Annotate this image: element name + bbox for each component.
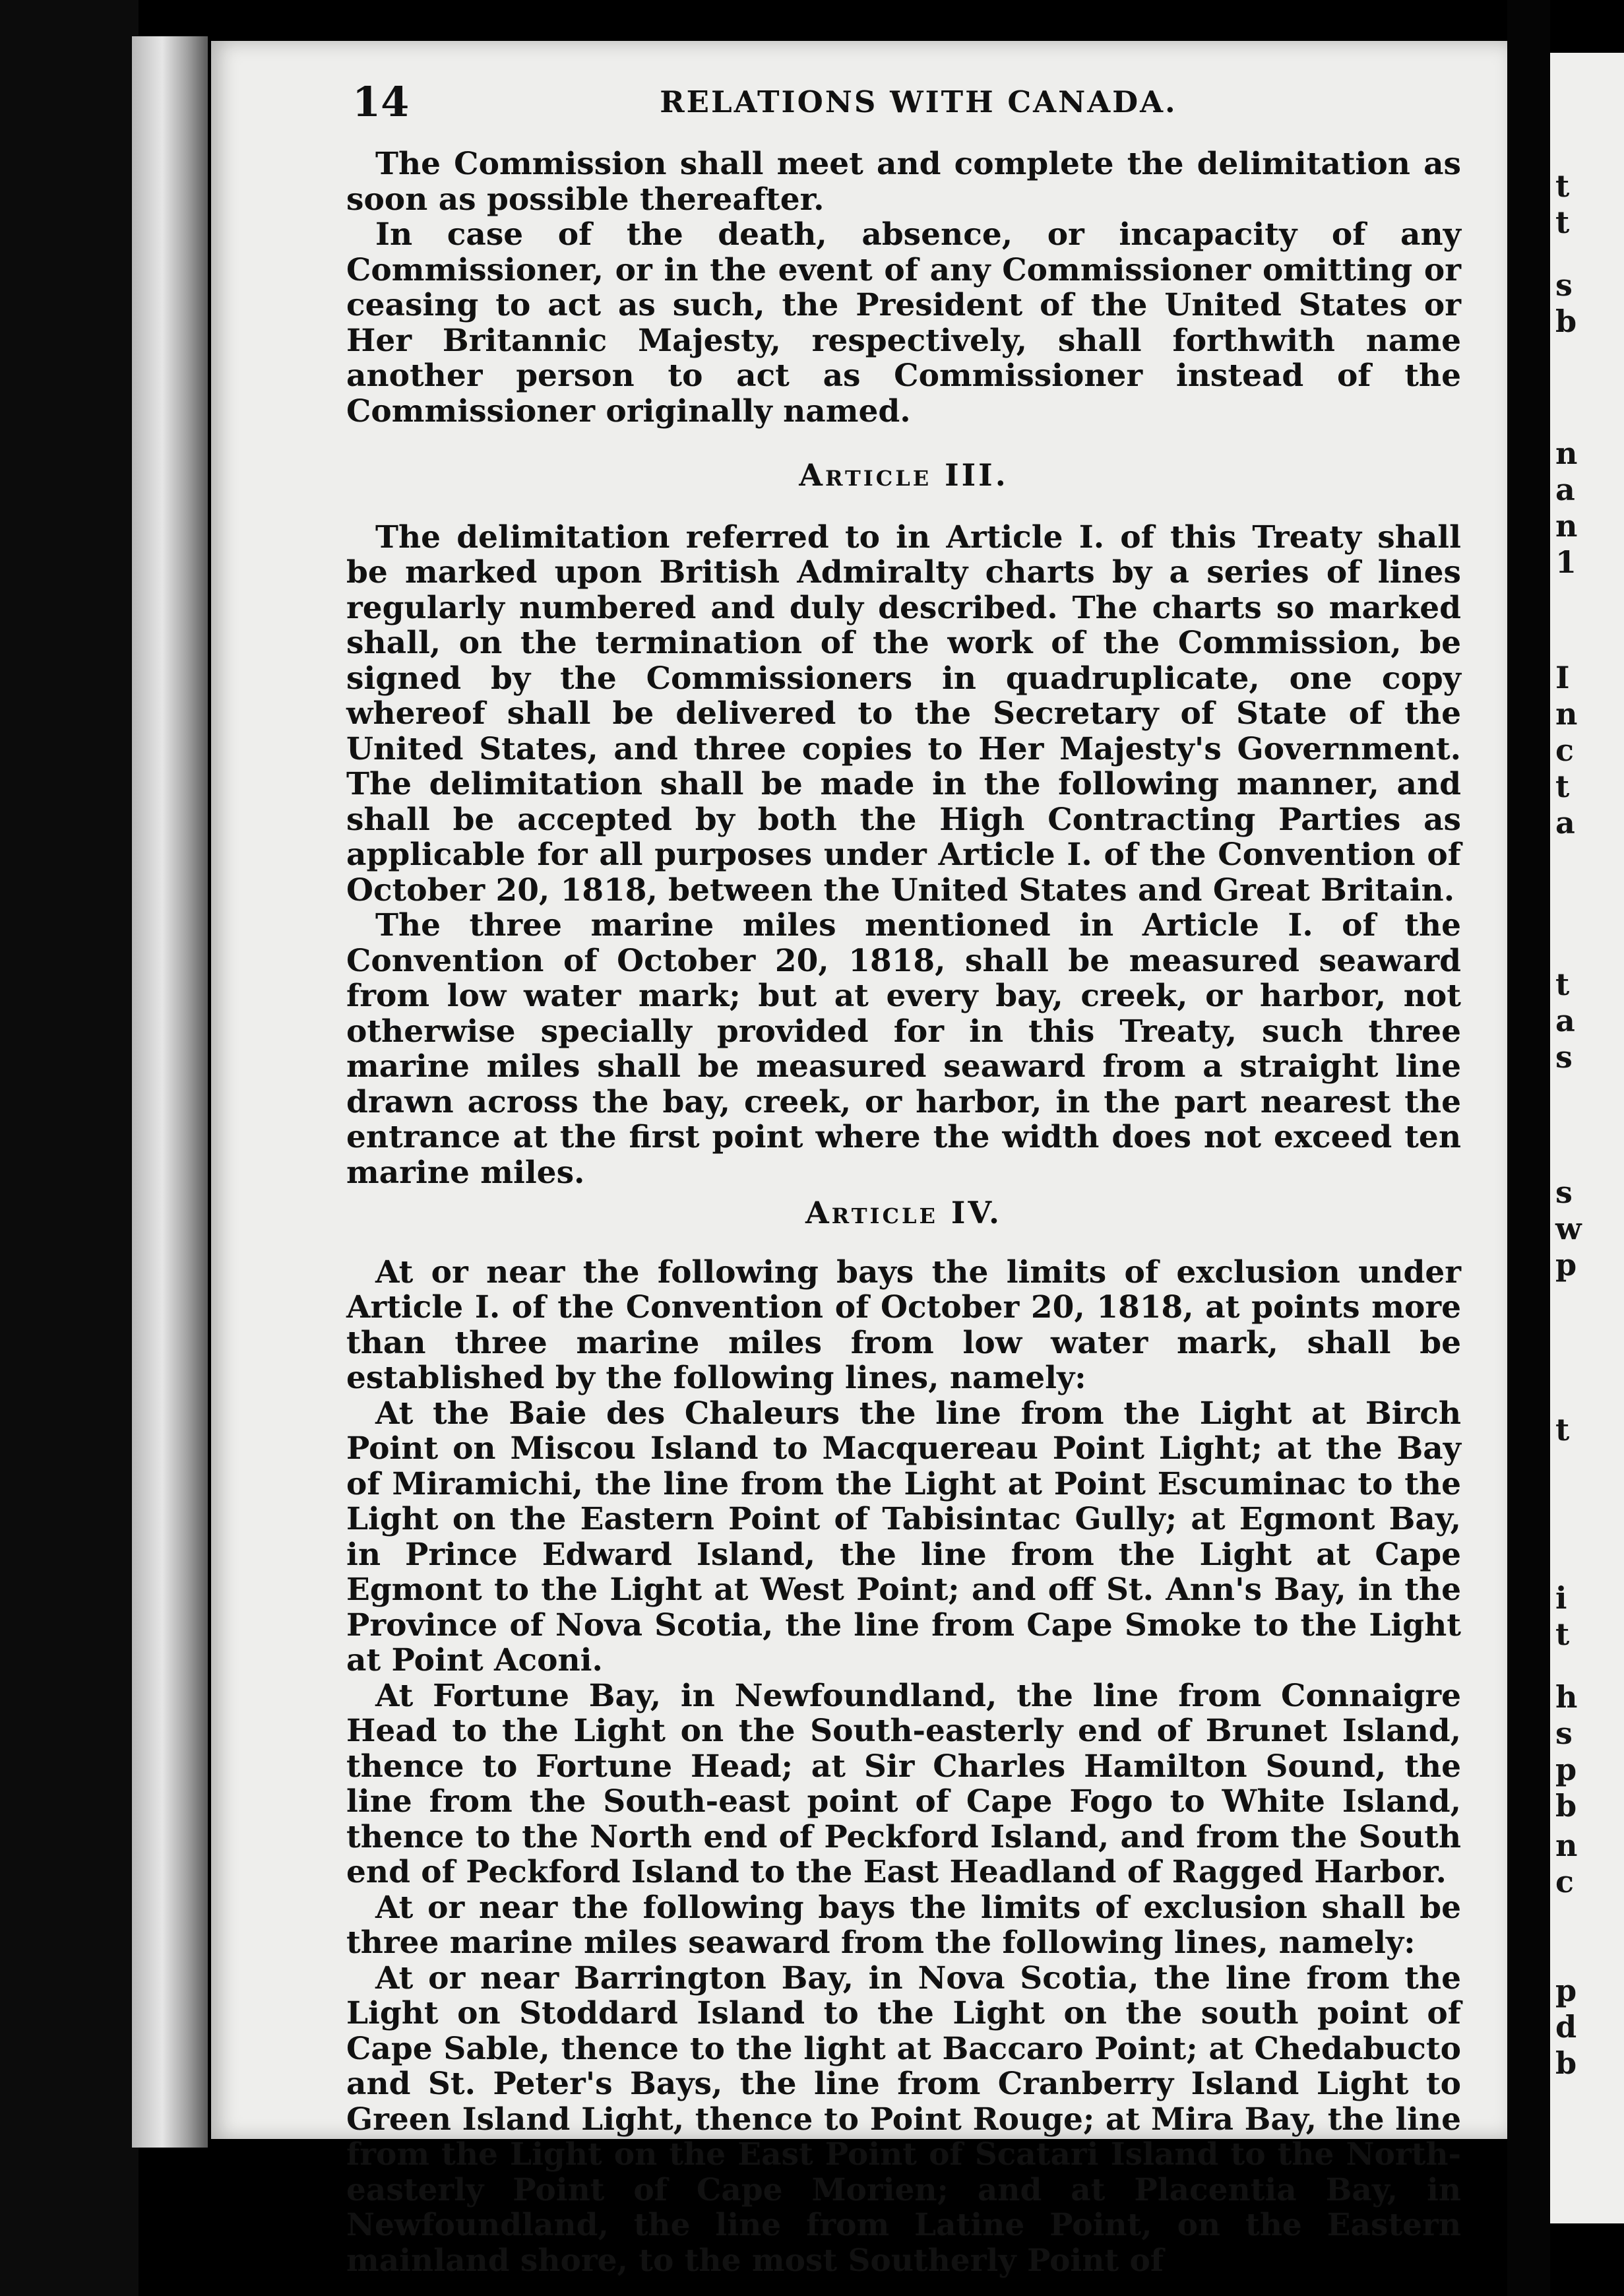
facing-page-fragment: 1 (1555, 544, 1577, 580)
facing-page-fragment: p (1555, 1973, 1577, 2008)
article-iv-heading: Article IV. (805, 1195, 1003, 1230)
facing-page-fragment: h (1555, 1679, 1578, 1715)
facing-page-fragment: a (1555, 1003, 1575, 1038)
facing-page-fragment: b (1555, 2045, 1577, 2081)
facing-page-fragment: I (1555, 660, 1570, 695)
facing-page-fragment: n (1555, 508, 1578, 544)
paragraph: At Fortune Bay, in Newfoundland, the line from Connaigre Head to the Light on the South-easterly end of Brunet Island, thence to Fortune Head; at Sir Charles Hamilton Sound, the line from the South-east point of Cape Fogo to White Island, thence to the North end of Peckford Island, and from the South end of Peckford Island to the East Headland of Ragged Harbor. (346, 1677, 1461, 1890)
article-iii-heading: Article III. (799, 457, 1009, 493)
paragraph: At the Baie des Chaleurs the line from the Light at Birch Point on Miscou Island to Macquereau Point Light; at the Bay of Miramichi, the line from the Light at Point Escuminac to the Light on the Eastern Point of Tabisintac Gully; at Egmont Bay, in Prince Edward Island, the line from the Light at Cape Egmont to the Light at West Point; and off St. Ann's Bay, in the Province of Nova Scotia, the line from Cape Smoke to the Light at Point Aconi. (346, 1395, 1461, 1678)
facing-page-fragment: s (1555, 1039, 1573, 1075)
paragraph: At or near Barrington Bay, in Nova Scotia, the line from the Light on Stoddard Island to the Light on the south point of Cape Sable, thence to the light at Baccaro Point; at Chedabucto and St. Peter's Bays, the line from Cranberry Island Light to Green Island Light, thence to Point Rouge; at Mira Bay, the line from the Light on the East Point of Scatari Island to the North-easterly Point of Cape Morien; and at Placentia Bay, in Newfoundland, the line from Latine Point, on the Eastern mainland shore, to the most Southerly Point of (346, 1960, 1461, 2279)
facing-page-fragment: t (1555, 1412, 1570, 1448)
paragraph: At or near the following bays the limits of exclusion under Article I. of the Convention of October 20, 1818, at points more than three marine miles from low water mark, shall be established by the following lines, namely: (346, 1254, 1461, 1396)
paragraph: The Commission shall meet and complete the delimitation as soon as possible thereafter. (346, 146, 1461, 218)
facing-page-fragment: n (1555, 435, 1578, 471)
paragraph: The delimitation referred to in Article I. of this Treaty shall be marked upon British Admiralty charts by a series of lines regularly numbered and duly described. The charts so marked shall, on the termination of the work of the Commission, be signed by the Commissioners in quadruplicate, one copy whereof shall be delivered to the Secretary of State of the United States, and three copies to Her Majesty's Government. The delimitation shall be made in the following manner, and shall be accepted by both the High Contracting Parties as applicable for all purposes under Article I. of the Convention of October 20, 1818, between the United States and Great Britain. (346, 519, 1461, 909)
facing-page-fragment: s (1555, 1174, 1573, 1210)
facing-page-fragment: i (1555, 1580, 1567, 1616)
facing-page-fragment: a (1555, 805, 1575, 841)
facing-page-fragment: w (1555, 1211, 1582, 1246)
paragraph: The three marine miles mentioned in Article I. of the Convention of October 20, 1818, shall be measured seaward from low water mark; but at every bay, creek, or harbor, not otherwise specially provided for in this Treaty, such three marine miles shall be measured seaward from a straight line drawn across the bay, creek, or harbor, in the part nearest the entrance at the first point where the width does not exceed ten marine miles. (346, 907, 1461, 1191)
facing-page-fragment: t (1555, 967, 1570, 1002)
book-gutter (1507, 0, 1550, 2296)
facing-page-fragment: s (1555, 267, 1573, 303)
facing-page-fragment: c (1555, 732, 1575, 768)
paragraph: In case of the death, absence, or incapacity of any Commissioner, or in the event of any Commissioner omitting or ceasing to act as such, the President of the United States or Her Britannic Majesty, respectively, shall forthwith name another person to act as Commissioner instead of the Commissioner originally named. (346, 216, 1461, 430)
left-book-edge (0, 0, 139, 2296)
facing-page-fragment: t (1555, 769, 1570, 804)
facing-page-fragment: d (1555, 2009, 1577, 2045)
facing-page-fragment: a (1555, 472, 1575, 507)
facing-page-fragment: p (1555, 1752, 1577, 1787)
facing-page-fragment: p (1555, 1247, 1577, 1283)
stacked-page-edges (132, 36, 208, 2148)
facing-page-fragment: b (1555, 1788, 1577, 1824)
page-body-text (346, 146, 1461, 2278)
facing-page-fragment: b (1555, 303, 1577, 339)
paragraph: At or near the following bays the limits of exclusion shall be three marine miles seaward from the following lines, namely: (346, 1889, 1461, 1961)
facing-page-fragment: s (1555, 1715, 1573, 1751)
facing-page-fragment: n (1555, 696, 1578, 732)
facing-page-edge (1550, 53, 1624, 2223)
facing-page-fragment: t (1555, 205, 1570, 240)
scanned-page (211, 41, 1507, 2279)
running-head: RELATIONS WITH CANADA. (660, 84, 1177, 119)
page-number: 14 (352, 78, 410, 126)
facing-page-fragment: t (1555, 168, 1570, 204)
facing-page-fragment: n (1555, 1828, 1578, 1863)
facing-page-fragment: t (1555, 1616, 1570, 1652)
facing-page-fragment: c (1555, 1864, 1575, 1899)
